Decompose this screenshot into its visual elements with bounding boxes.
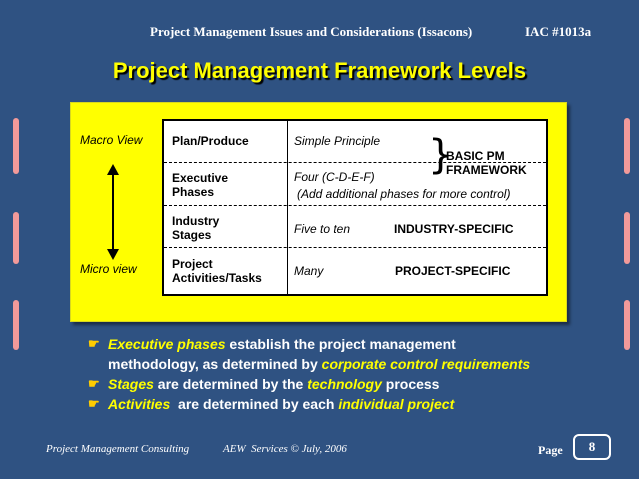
bullet-3-text: are determined by each: [170, 396, 339, 412]
bullet-executive-phases: [88, 334, 628, 354]
footer-page-number: 8: [573, 434, 611, 460]
right-edge-mark-top: [624, 118, 630, 174]
footer-company: Project Management Consulting: [46, 443, 190, 455]
bullet-2-highlight-2: technology: [307, 376, 382, 392]
header-title: Project Management Issues and Considerations (Issacons): [150, 24, 473, 39]
row-divider-2: [164, 205, 546, 206]
right-edge-mark-mid: [624, 212, 630, 264]
bullet-3-highlight-2: individual project: [338, 396, 455, 412]
basic-pm-line1: BASIC PM: [446, 149, 505, 163]
basic-pm-line2: FRAMEWORK: [446, 163, 527, 177]
bullet-list: [88, 334, 628, 414]
right-brace-icon: }: [428, 132, 454, 178]
basic-pm-framework-tag: [446, 149, 527, 177]
footer-copyright: AEW Services © July, 2006: [223, 443, 347, 455]
bullet-activities: [88, 394, 628, 414]
pointing-hand-icon: ☛: [88, 376, 100, 391]
bullet-1-text-cont: methodology, as determined by: [108, 356, 322, 372]
industry-specific-tag: INDUSTRY-SPECIFIC: [394, 222, 514, 236]
level-industry-line1: Industry: [172, 214, 220, 228]
pointing-hand-icon: ☛: [88, 336, 100, 351]
framework-levels-table: [162, 119, 548, 296]
bullet-1-text: establish the project management: [225, 336, 456, 352]
level-project-line2: Activities/Tasks: [172, 271, 262, 285]
slide-title: Project Management Framework Levels: [112, 58, 527, 83]
row-divider-3: [164, 247, 546, 248]
level-project-line1: Project: [172, 257, 213, 271]
bullet-1-highlight: Executive phases: [108, 336, 226, 352]
level-executive-phases: [172, 171, 228, 199]
level-industry-stages: [172, 214, 219, 242]
micro-view-label: Micro view: [80, 262, 137, 276]
double-arrow-icon: [106, 164, 120, 260]
detail-many: Many: [294, 264, 324, 278]
detail-four-phases: Four (C-D-E-F): [294, 170, 375, 184]
left-edge-mark-mid: [13, 212, 19, 264]
column-divider: [287, 121, 288, 294]
header-doc-id: IAC #1013a: [525, 24, 592, 39]
detail-phases-note: (Add additional phases for more control): [297, 187, 511, 201]
bullet-executive-phases-continued: [88, 354, 628, 374]
level-executive-line2: Phases: [172, 185, 215, 199]
bullet-1-highlight-2: corporate control requirements: [321, 356, 531, 372]
bullet-stages: [88, 374, 628, 394]
project-specific-tag: PROJECT-SPECIFIC: [395, 264, 511, 278]
left-edge-mark-bottom: [13, 300, 19, 350]
left-edge-mark-top: [13, 118, 19, 174]
footer-page-label: Page: [538, 443, 563, 457]
pointing-hand-icon: ☛: [88, 396, 100, 411]
level-industry-line2: Stages: [172, 228, 212, 242]
bullet-2-highlight: Stages: [108, 376, 154, 392]
level-executive-line1: Executive: [172, 171, 229, 185]
bullet-2-text-end: process: [381, 376, 440, 392]
detail-simple-principle: Simple Principle: [294, 134, 381, 148]
level-project-activities: [172, 257, 262, 285]
level-plan-produce: Plan/Produce: [172, 134, 249, 148]
detail-five-to-ten: Five to ten: [294, 222, 351, 236]
bullet-2-text: are determined by the: [153, 376, 308, 392]
bullet-3-highlight: Activities: [108, 396, 171, 412]
macro-view-label: Macro View: [80, 133, 143, 147]
